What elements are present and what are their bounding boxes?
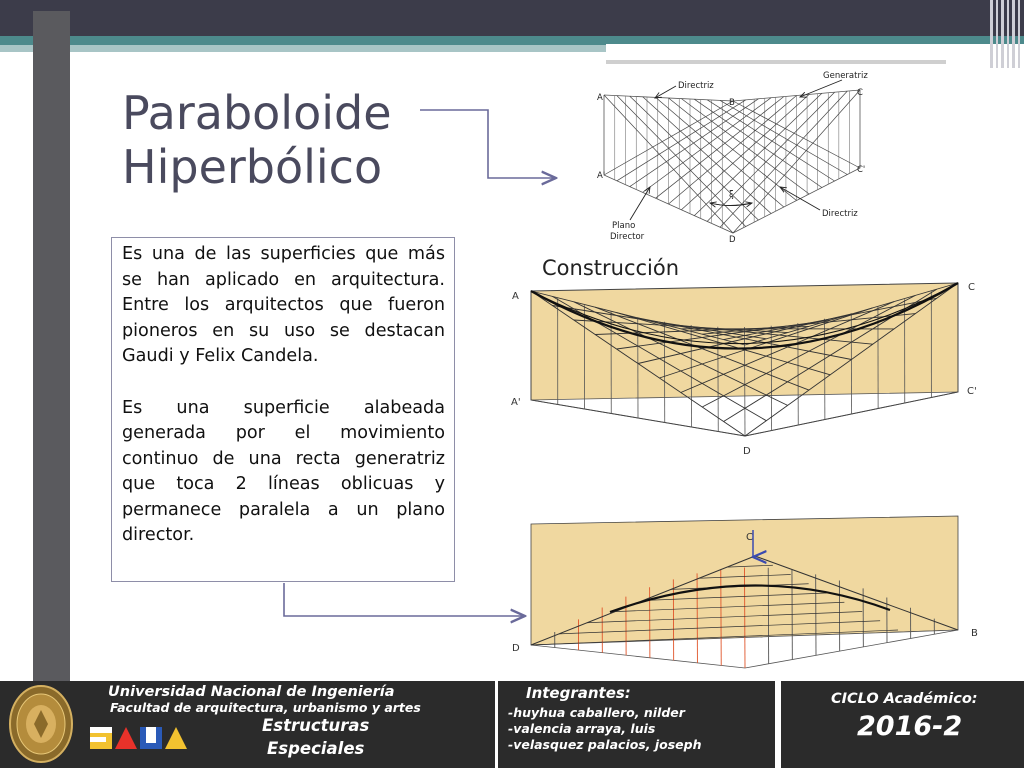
label-directriz-top: Directriz [678,81,714,91]
top-diagram-labels [597,71,868,245]
course-name: Estructuras Especiales [262,716,370,758]
member-item: -valencia arraya, luis [508,721,656,736]
member-item: -velasquez palacios, joseph [508,737,702,752]
textbox-connector-arrow [284,583,525,616]
label-directriz-bottom: Directriz [822,209,858,219]
members-list [508,705,702,753]
construction-label: Construcción [542,256,680,280]
university-seal-icon [8,684,74,764]
projection-diagram [531,516,958,668]
footer-cycle-panel [781,681,1024,768]
university-name: Universidad Nacional de Ingeniería [108,684,395,700]
members-title: Integrantes: [526,684,631,702]
label-mid-a-prime: A' [511,397,521,408]
label-mid-c-prime: C' [967,386,977,397]
label-top-b: B [729,98,735,108]
footer [0,681,1024,768]
label-plano: Plano [612,221,636,231]
member-item: -huyhua caballero, nilder [508,705,685,720]
label-mid-d: D [743,446,751,457]
faculty-name: Facultad de arquitectura, urbanismo y artes [110,700,421,715]
label-generatriz: Generatriz [823,71,868,81]
label-top-d: D [729,235,736,245]
label-top-a-prime: A' [597,171,606,181]
label-top-c-prime: C' [857,165,866,175]
label-mid-c: C [968,282,975,293]
footer-members-panel [498,681,775,768]
paragraph-2: Es una superficie alabeada generada por el movimiento continuo de una recta generatriz que toca 2 líneas oblicuas y permanece paralela a un plano director. [122,397,445,545]
label-bot-b: B [971,628,978,639]
title-line-1: Paraboloide [122,86,392,140]
footer-university-panel [0,681,495,768]
cycle-label: CICLO Académico: [831,691,978,707]
title-line-2: Hiperbólico [122,140,383,194]
cycle-value: 2016-2 [857,711,963,742]
label-top-a: A [597,93,603,103]
paragraph-1: Es una de las superficies que más se han aplicado en arquitectura. Entre los arquitectos que fueron pioneros en su uso se destacan Gaudi y Felix Candela. [122,244,445,366]
title-connector-arrow [420,110,556,178]
label-bot-d: D [512,643,520,654]
faua-logo [88,723,192,753]
label-mid-a: A [512,291,519,302]
label-xi: ξ [729,190,734,200]
label-bot-c: C [746,532,753,543]
label-top-c: C [857,88,863,98]
label-director: Director [610,232,645,242]
